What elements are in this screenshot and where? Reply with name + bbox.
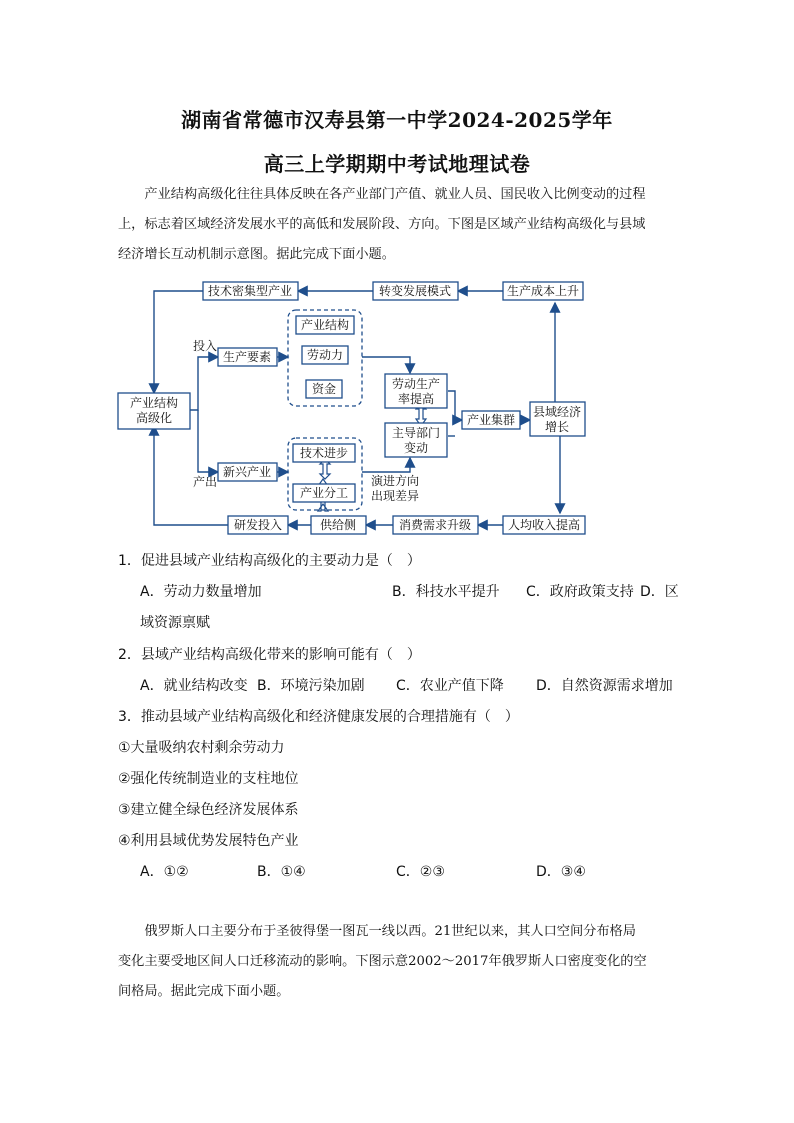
label-evolution-2: 出现差异 [370, 489, 420, 503]
intro-paragraph-1 [118, 180, 678, 270]
box-tech: 技术进步 [299, 446, 349, 460]
box-productivity: 劳动生产 [391, 377, 441, 391]
q3-item: ④利用县域优势发展特色产业 [118, 833, 299, 849]
q2-option-c[interactable]: C．农业产值下降 [396, 678, 504, 694]
q1-option-b[interactable]: B．科技水平提升 [392, 584, 500, 600]
q3-option-c[interactable]: C．②③ [396, 864, 445, 880]
q1-option-d-continuation: 域资源禀赋 [140, 615, 210, 631]
box-supply: 供给侧 [319, 518, 357, 532]
text-line: 间格局。据此完成下面小题。 [118, 984, 290, 999]
doc-subtitle: 高三上学期期中考试地理试卷 [263, 152, 531, 176]
box-structure: 产业结构 [300, 318, 350, 332]
text-line: 俄罗斯人口主要分布于圣彼得堡一图瓦一线以西。21世纪以来，其人口空间分布格局 [144, 924, 636, 939]
q3-item: ①大量吸纳农村剩余劳动力 [118, 740, 285, 756]
box-leading: 主导部门 [391, 426, 441, 440]
text-line: 经济增长互动机制示意图。据此完成下面小题。 [118, 247, 395, 262]
box-division: 产业分工 [299, 486, 349, 500]
mechanism-diagram [110, 278, 602, 540]
q3-item: ②强化传统制造业的支柱地位 [118, 771, 299, 787]
q3-option-b[interactable]: B．①④ [257, 864, 306, 880]
intro-paragraph-2 [118, 917, 678, 1007]
box-county-2: 增长 [544, 420, 570, 434]
label-output: 产出 [192, 475, 218, 489]
text-line: 上，标志着区域经济发展水平的高低和发展阶段、方向。下图是区域产业结构高级化与县域 [118, 217, 646, 232]
box-income: 人均收入提高 [507, 518, 581, 532]
q2-option-d[interactable]: D．自然资源需求增加 [536, 678, 673, 694]
box-cost-rise: 生产成本上升 [506, 284, 580, 298]
question-1-stem: 1．促进县域产业结构高级化的主要动力是（ ） [118, 553, 421, 569]
q3-item: ③建立健全绿色经济发展体系 [118, 802, 299, 818]
q1-option-c[interactable]: C．政府政策支持 [526, 584, 634, 600]
box-labor: 劳动力 [306, 348, 344, 362]
box-transform: 转变发展模式 [378, 284, 452, 298]
q1-option-d[interactable]: D．区 [640, 584, 679, 600]
box-rd: 研发投入 [233, 518, 283, 532]
box-productivity-2: 率提高 [397, 392, 435, 406]
label-input: 投入 [192, 339, 218, 353]
q3-option-d[interactable]: D．③④ [536, 864, 586, 880]
box-leading-2: 变动 [403, 441, 429, 455]
text-line: 产业结构高级化往往具体反映在各产业部门产值、就业人员、国民收入比例变动的过程 [144, 187, 646, 202]
question-2-stem: 2．县域产业结构高级化带来的影响可能有（ ） [118, 647, 421, 663]
q2-option-b[interactable]: B．环境污染加剧 [257, 678, 365, 694]
box-upgrade-2: 高级化 [135, 411, 173, 425]
box-factors: 生产要素 [222, 350, 272, 364]
box-capital: 资金 [311, 382, 337, 396]
q3-option-a[interactable]: A．①② [140, 864, 189, 880]
label-evolution: 演进方向 [370, 474, 420, 488]
question-3-stem: 3．推动县域产业结构高级化和经济健康发展的合理措施有（ ） [118, 709, 519, 725]
box-county: 县域经济 [532, 405, 582, 419]
box-cluster: 产业集群 [466, 413, 516, 427]
box-upgrade: 产业结构 [129, 396, 179, 410]
doc-title: 湖南省常德市汉寿县第一中学2024-2025学年 [181, 108, 613, 132]
text-line: 变化主要受地区间人口迁移流动的影响。下图示意2002～2017年俄罗斯人口密度变化的空 [118, 954, 647, 969]
box-consume: 消费需求升级 [398, 518, 472, 532]
box-emerging: 新兴产业 [222, 465, 272, 479]
box-tech-intensive: 技术密集型产业 [207, 284, 293, 298]
q2-option-a[interactable]: A．就业结构改变 [140, 678, 248, 694]
q1-option-a[interactable]: A．劳动力数量增加 [140, 584, 262, 600]
